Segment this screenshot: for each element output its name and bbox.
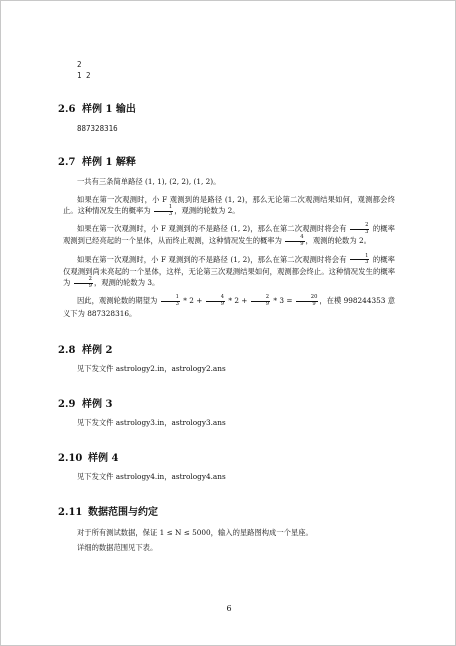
numerator: 2: [251, 295, 270, 302]
math-text: * 3 =: [271, 296, 295, 306]
paragraph-text: 如果在第一次观测时，小 F 观测到的不是路径 (1, 2)，那么在第二次观测时将会有: [77, 254, 350, 264]
heading-2-10: [58, 449, 118, 464]
paragraph: [63, 417, 395, 429]
fraction: [285, 235, 304, 247]
sample-input-line-1: 2: [77, 60, 82, 69]
section-number: 2.10: [58, 453, 83, 464]
denominator: 3: [365, 259, 369, 266]
sample-input-line-2: 1 2: [77, 71, 91, 80]
denominator: 9: [300, 240, 304, 247]
denominator: 3: [168, 210, 173, 217]
paragraph-text: 的概率观测到已经亮起的一个星体，从而终止观测，这种情况发生的概率为: [63, 224, 395, 246]
section-title: 样例 4: [88, 453, 119, 464]
paragraph: [63, 542, 395, 554]
fraction: [74, 277, 93, 289]
fraction: [251, 295, 270, 307]
paragraph: [63, 527, 395, 539]
section-number: 2.6: [58, 104, 76, 115]
section-number: 2.8: [58, 345, 76, 356]
explanation-body: [63, 176, 395, 325]
section-body: [63, 363, 395, 381]
numerator: 4: [206, 295, 225, 302]
page-number: 6: [226, 604, 232, 613]
paragraph: [63, 363, 395, 375]
fraction: [161, 295, 180, 307]
section-title: 样例 1 解释: [82, 157, 136, 168]
section-body: [63, 417, 395, 435]
section-title: 数据范围与约定: [88, 507, 158, 518]
denominator: 9: [312, 301, 316, 308]
heading-2-7: [58, 153, 136, 168]
section-title: 样例 3: [82, 399, 113, 410]
fraction: [206, 295, 225, 307]
section-body: [63, 471, 395, 489]
section-body: [63, 527, 395, 559]
paragraph-text: ，观测的轮数为 2。: [305, 236, 371, 246]
paragraph-text: 如果在第一次观测时，小 F 观测到的不是路径 (1, 2)，那么在第二次观测时将会有: [77, 224, 350, 234]
numerator: 20: [296, 295, 319, 302]
paragraph-text: 的概率仅观测到尚未亮起的一个星体，这样，无论第三次观测结果如何，观测都会终止。这种情况发生的概率为: [63, 254, 395, 288]
paragraph-text: 因此，观测轮数的期望为: [77, 296, 160, 306]
paragraph: [63, 295, 395, 319]
paragraph-text: 一共有三条简单路径 (1, 1), (2, 2), (1, 2)。: [77, 177, 221, 186]
numerator: 1: [350, 254, 369, 261]
numerator: 2: [74, 277, 93, 284]
paragraph-text: ，观测的轮数为 3。: [93, 278, 160, 288]
paragraph-text: ，观测的轮数为 2。: [174, 206, 240, 216]
paragraph: [63, 223, 395, 247]
paragraph-text: 见下发文件 astrology3.in，astrology3.ans: [77, 418, 226, 427]
denominator: 3: [365, 228, 369, 235]
section-title: 样例 2: [82, 345, 113, 356]
math-text: * 2 +: [180, 296, 205, 306]
sample-output-value: 887328316: [77, 124, 118, 133]
numerator: 1: [161, 295, 180, 302]
section-number: 2.9: [58, 399, 76, 410]
paragraph-text: 见下发文件 astrology4.in，astrology4.ans: [77, 472, 226, 481]
paragraph: [63, 194, 395, 218]
math-text: * 2 +: [226, 296, 250, 306]
heading-2-8: [58, 341, 112, 356]
numerator: 1: [154, 205, 173, 212]
denominator: 9: [265, 301, 270, 308]
numerator: 4: [285, 235, 304, 242]
fraction: [154, 205, 173, 217]
fraction: [350, 254, 369, 266]
paragraph-text: ，在模 998244353 意义下为 887328316。: [63, 296, 396, 318]
section-number: 2.7: [58, 157, 76, 168]
denominator: 3: [175, 301, 179, 308]
fraction: [296, 295, 319, 307]
paragraph-text: 见下发文件 astrology2.in，astrology2.ans: [77, 364, 226, 373]
heading-2-9: [58, 395, 112, 410]
paragraph: [63, 254, 395, 290]
section-title: 样例 1 输出: [82, 104, 136, 115]
denominator: 9: [88, 282, 92, 289]
section-number: 2.11: [58, 507, 83, 518]
denominator: 9: [220, 301, 225, 308]
numerator: 2: [350, 223, 369, 230]
paragraph: [63, 471, 395, 483]
paragraph-text: 对于所有测试数据，保证 1 ≤ N ≤ 5000，输入的星路图构成一个星座。: [77, 528, 313, 537]
heading-2-6: [58, 100, 136, 115]
paragraph: [63, 176, 395, 188]
heading-2-11: [58, 503, 158, 518]
paragraph-text: 详细的数据范围见下表。: [77, 542, 158, 552]
paragraph-text: 如果在第一次观测时，小 F 观测到的是路径 (1, 2)，那么无论第二次观测结果如何，观测都会终止。这种情况发生的概率为: [63, 194, 395, 216]
fraction: [350, 223, 369, 235]
